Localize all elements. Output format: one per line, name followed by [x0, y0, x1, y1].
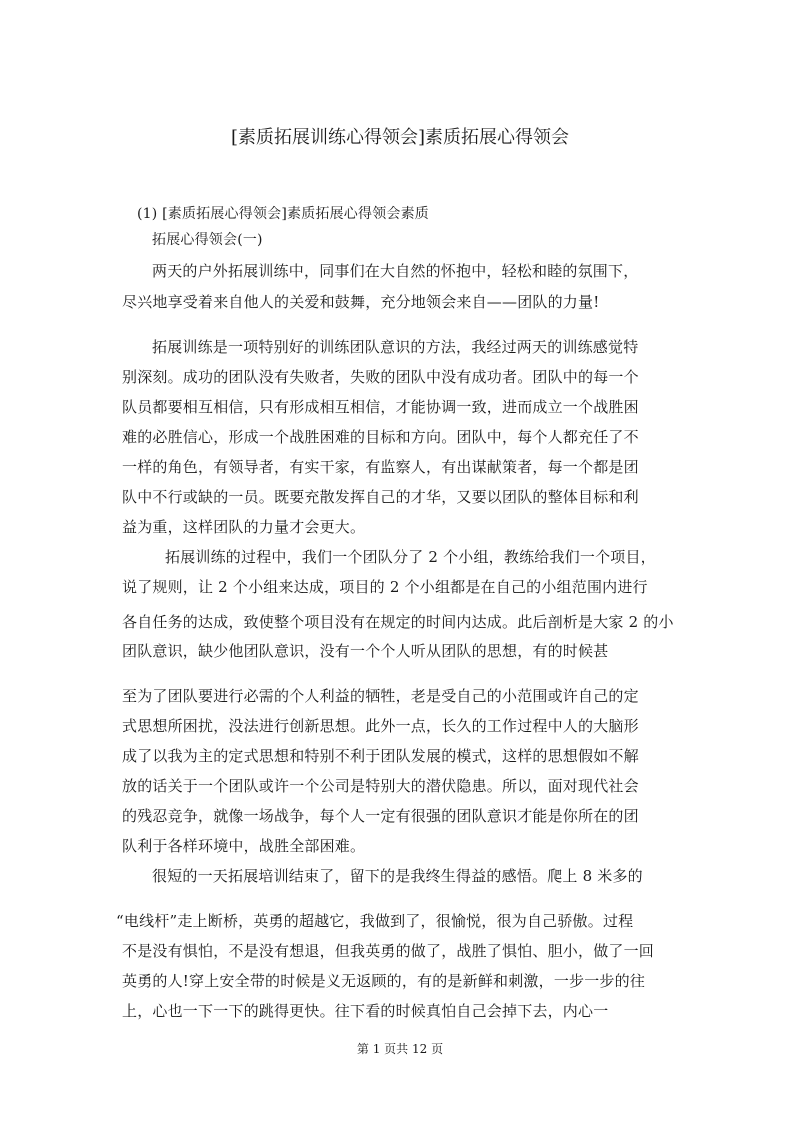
body-text-line: 说了规则，让 2 个小组来达成，项目的 2 个小组都是在自己的小组范围内进行: [122, 578, 648, 596]
body-text-line: 尽兴地享受着来自他人的关爱和鼓舞，充分地领会来自——团队的力量!: [122, 293, 600, 311]
body-text-line: 成了以我为主的定式思想和特别不利于团队发展的模式，这样的思想假如不解: [122, 747, 639, 765]
body-text-line: “电线杆”走上断桥，英勇的超越它，我做到了，很愉悦，很为自己骄傲。过程: [116, 912, 634, 930]
body-text-line: 难的必胜信心，形成一个战胜困难的目标和方向。团队中，每个人都充任了不: [122, 428, 639, 446]
body-text-line: 拓展训练是一项特别好的训练团队意识的方法，我经过两天的训练感觉特: [152, 338, 639, 356]
body-text-line: 队员都要相互相信，只有形成相互相信，才能协调一致，进而成立一个战胜困: [122, 398, 639, 416]
body-text-line: 放的话关于一个团队或许一个公司是特别大的潜伏隐患。所以，面对现代社会: [122, 777, 639, 795]
body-text-line: 团队意识，缺少他团队意识，没有一个个人听从团队的思想，有的时候甚: [122, 642, 609, 660]
body-text-line: 上，心也一下一下的跳得更快。往下看的时候真怕自己会掉下去，内心一: [122, 1002, 609, 1020]
body-text-line: 英勇的人!穿上安全带的时候是义无返顾的，有的是新鲜和刺激，一步一步的往: [122, 972, 646, 990]
body-text-line: 至为了团队要进行必需的个人利益的牺牲，老是受自己的小范围或许自己的定: [122, 687, 639, 705]
page-number: 第 1 页共 12 页: [356, 1042, 444, 1056]
body-text-line: 不是没有惧怕，不是没有想退，但我英勇的做了，战胜了惧怕、胆小，做了一回: [122, 942, 655, 960]
body-text-line: 各自任务的达成，致使整个项目没有在规定的时间内达成。此后剖析是大家 2 的小: [122, 613, 674, 631]
body-text-line: 拓展训练的过程中，我们一个团队分了 2 个小组，教练给我们一个项目，: [165, 548, 656, 566]
body-text-line: 益为重，这样团队的力量才会更大。: [122, 518, 366, 536]
subheading: 拓展心得领会(一): [152, 232, 263, 248]
body-text-line: 的残忍竞争，就像一场战争，每个人一定有很强的团队意识才能是你所在的团: [122, 807, 639, 825]
body-text-line: 队中不行或缺的一员。既要充散发挥自己的才华，又要以团队的整体目标和利: [122, 488, 639, 506]
body-text-line: 两天的户外拓展训练中，同事们在大自然的怀抱中，轻松和睦的氛围下，: [152, 262, 639, 280]
body-text-line: 很短的一天拓展培训结束了，留下的是我终生得益的感悟。爬上 8 米多的: [152, 867, 643, 885]
document-title: [素质拓展训练心得领会]素质拓展心得领会: [230, 127, 570, 148]
body-text-line: 队利于各样环境中，战胜全部困难。: [122, 837, 366, 855]
body-text-line: 式思想所困扰，没法进行创新思想。此外一点，长久的工作过程中人的大脑形: [122, 717, 639, 735]
body-text-line: 一样的角色，有领导者，有实干家，有监察人，有出谋献策者，每一个都是团: [122, 458, 639, 476]
body-text-line: 别深刻。成功的团队没有失败者，失败的团队中没有成功者。团队中的每一个: [122, 368, 639, 386]
subheading: (1) [素质拓展心得领会]素质拓展心得领会素质: [137, 206, 430, 222]
